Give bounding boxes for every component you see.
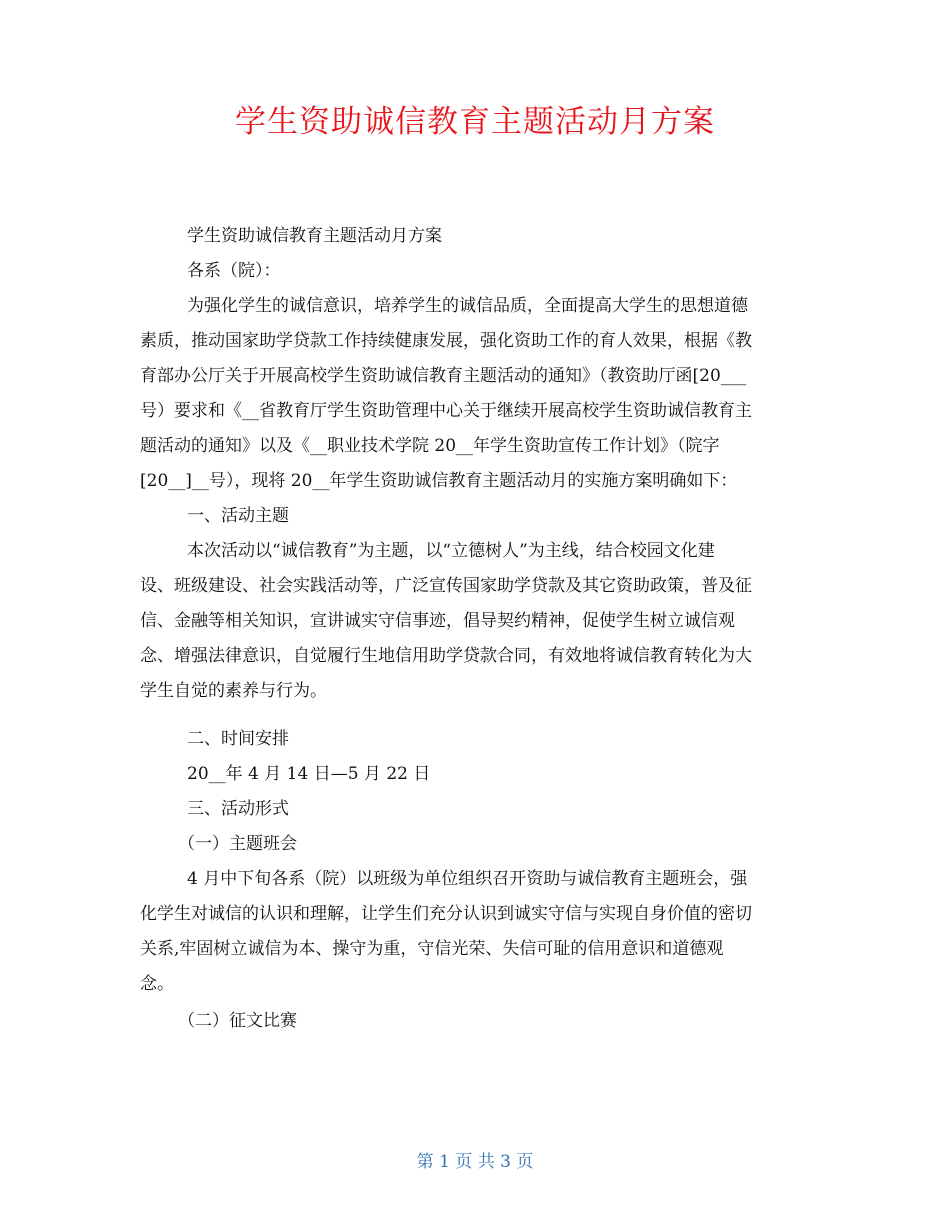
paragraph-line: 本次活动以“诚信教育”为主题，以“立德树人”为主线，结合校园文化建 <box>187 541 715 561</box>
section-heading: 一、活动主题 <box>187 506 289 526</box>
paragraph-line: [20__]__号），现将 20__年学生资助诚信教育主题活动月的实施方案明确如下： <box>140 471 738 491</box>
paragraph-line: 4 月中下旬各系（院）以班级为单位组织召开资助与诚信教育主题班会，强 <box>187 869 748 889</box>
paragraph-line: 育部办公厅关于开展高校学生资助诚信教育主题活动的通知》（教资助厅函[20___ <box>140 366 747 386</box>
section-heading: 二、时间安排 <box>187 729 289 749</box>
paragraph-line: 信、金融等相关知识，宣讲诚实守信事迹，倡导契约精神，促使学生树立诚信观 <box>140 611 735 631</box>
paragraph-line: 素质，推动国家助学贷款工作持续健康发展，强化资助工作的育人效果，根据《教 <box>140 331 752 351</box>
paragraph-line: 为强化学生的诚信意识，培养学生的诚信品质，全面提高大学生的思想道德 <box>187 296 748 316</box>
paragraph-line: 学生资助诚信教育主题活动月方案 <box>187 226 442 246</box>
paragraph-line: 各系（院）： <box>187 261 281 281</box>
paragraph-line: 号）要求和《__省教育厅学生资助管理中心关于继续开展高校学生资助诚信教育主 <box>140 401 752 421</box>
section-heading: 三、活动形式 <box>187 799 289 819</box>
paragraph-line: 题活动的通知》以及《__职业技术学院 20__年学生资助宣传工作计划》（院字 <box>140 436 720 456</box>
paragraph-line: 学生自觉的素养与行为。 <box>140 681 327 701</box>
paragraph-line: 念。 <box>140 974 174 994</box>
document-title: 学生资助诚信教育主题活动月方案 <box>235 104 715 140</box>
paragraph-line: 念、增强法律意识，自觉履行生地信用助学贷款合同，有效地将诚信教育转化为大 <box>140 646 752 666</box>
paragraph-line: 化学生对诚信的认识和理解，让学生们充分认识到诚实守信与实现自身价值的密切 <box>140 904 752 924</box>
subsection-heading: （一）主题班会 <box>178 834 297 854</box>
paragraph-line: 设、班级建设、社会实践活动等，广泛宣传国家助学贷款及其它资助政策，普及征 <box>140 576 752 596</box>
subsection-heading: （二）征文比赛 <box>178 1011 297 1031</box>
page-number-footer: 第 1 页 共 3 页 <box>416 1152 534 1172</box>
paragraph-line: 关系,牢固树立诚信为本、操守为重，守信光荣、失信可耻的信用意识和道德观 <box>140 939 724 959</box>
paragraph-line: 20__年 4 月 14 日—5 月 22 日 <box>187 764 431 784</box>
